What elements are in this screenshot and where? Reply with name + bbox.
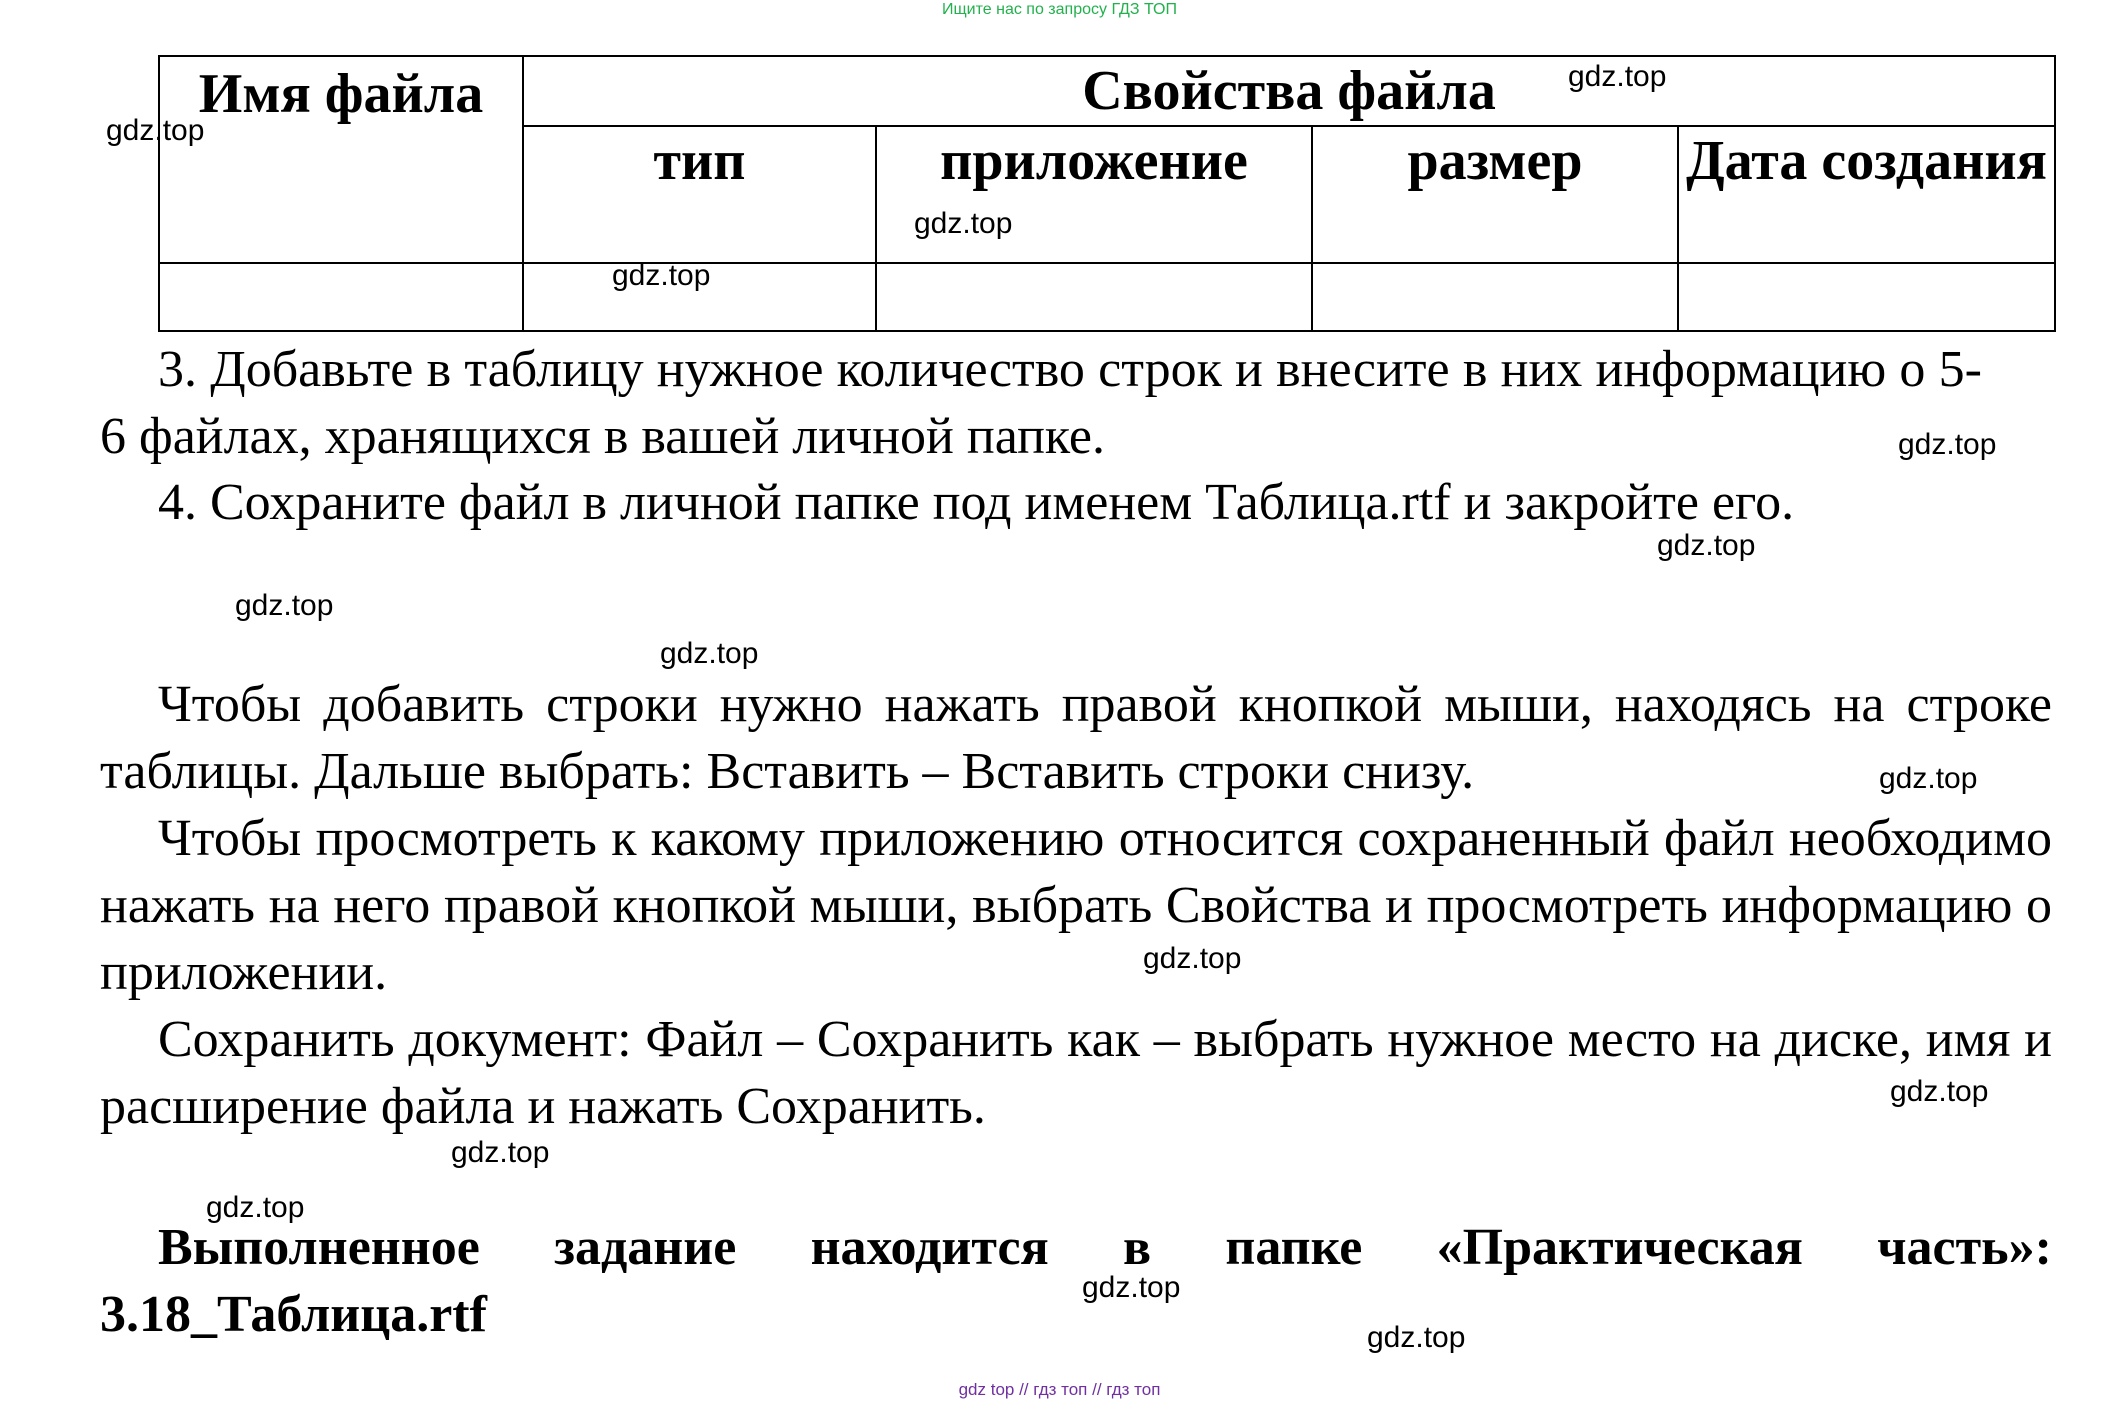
watermark: gdz.top <box>1568 60 1667 93</box>
header-file-name: Имя файла <box>159 56 523 263</box>
watermark: gdz.top <box>612 259 711 292</box>
watermark: gdz.top <box>1143 942 1242 975</box>
watermark: gdz.top <box>1367 1321 1466 1354</box>
bottom-footer: gdz top // гдз топ // гдз топ <box>958 1380 1161 1399</box>
conclusion: Выполненное задание находится в папке «Практическая часть»: 3.18_Таблица.rtf <box>100 1219 2052 1343</box>
instruction-step-4: 4. Сохраните файл в личной папке под именем Таблица.rtf и закройте его. <box>158 474 1795 531</box>
note-save-document: Сохранить документ: Файл – Сохранить как – выбрать нужное место на диске, имя и расширение файла и нажать Сохранить. <box>100 1011 2052 1135</box>
table-cell-empty <box>1678 263 2055 331</box>
header-size: размер <box>1312 126 1678 263</box>
header-file-properties: Свойства файла <box>523 56 2055 126</box>
watermark: gdz.top <box>914 207 1013 240</box>
header-creation-date: Дата создания <box>1678 126 2055 263</box>
watermark: gdz.top <box>106 114 205 147</box>
instruction-step-3: 3. Добавьте в таблицу нужное количество строк и внесите в них информацию о 5-6 файлах, хранящихся в вашей личной папке. <box>100 341 1982 465</box>
watermark: gdz.top <box>1082 1271 1181 1304</box>
watermark: gdz.top <box>206 1191 305 1224</box>
file-properties-table <box>158 55 2056 332</box>
note-view-application: Чтобы просмотреть к какому приложению относится сохраненный файл необходимо нажать на него правой кнопкой мыши, выбрать Свойства и просмотреть информацию о приложении. <box>100 810 2052 1001</box>
table-cell-empty <box>1312 263 1678 331</box>
watermark: gdz.top <box>451 1136 550 1169</box>
watermark: gdz.top <box>1898 428 1997 461</box>
watermark: gdz.top <box>1657 529 1756 562</box>
header-application: приложение <box>876 126 1312 263</box>
top-banner: Ищите нас по запросу ГДЗ ТОП <box>942 1 1177 18</box>
watermark: gdz.top <box>235 589 334 622</box>
header-type: тип <box>523 126 876 263</box>
note-add-rows: Чтобы добавить строки нужно нажать правой кнопкой мыши, находясь на строке таблицы. Дальше выбрать: Вставить – Вставить строки снизу. <box>100 676 2052 800</box>
watermark: gdz.top <box>1890 1075 1989 1108</box>
watermark: gdz.top <box>660 637 759 670</box>
table-cell-empty <box>159 263 523 331</box>
table-cell-empty <box>876 263 1312 331</box>
watermark: gdz.top <box>1879 762 1978 795</box>
